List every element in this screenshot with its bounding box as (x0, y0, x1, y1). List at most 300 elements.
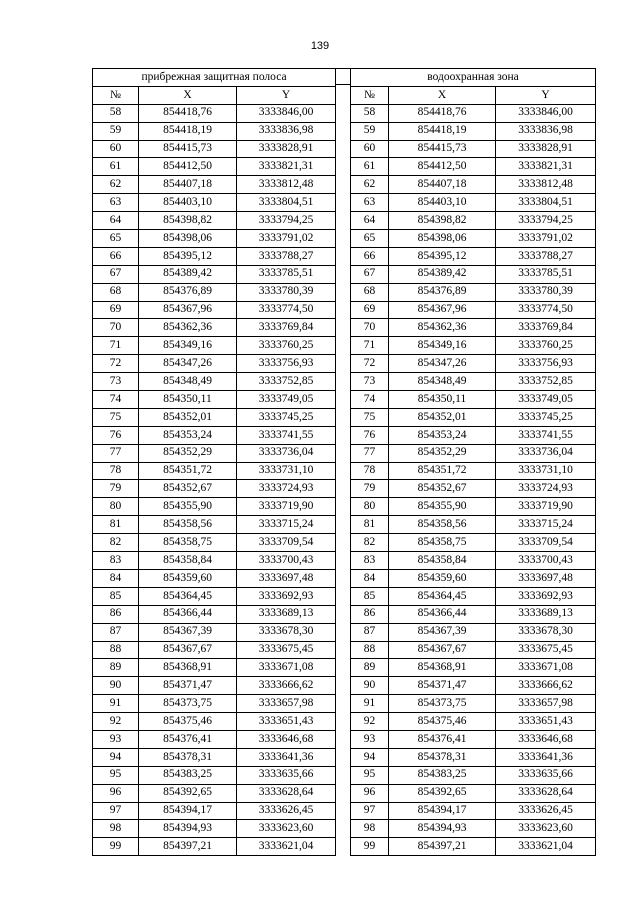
cell-number: 81 (93, 516, 139, 534)
table-title: водоохранная зона (351, 69, 596, 87)
cell-y: 3333756,93 (237, 355, 336, 373)
cell-number: 62 (351, 176, 389, 194)
table-row (351, 641, 596, 659)
cell-x: 854350,11 (139, 391, 237, 409)
table-row (351, 587, 596, 605)
cell-y: 3333715,24 (496, 516, 596, 534)
cell-number: 75 (93, 408, 139, 426)
cell-number: 73 (351, 373, 389, 391)
cell-y: 3333780,39 (496, 283, 596, 301)
cell-y: 3333804,51 (237, 194, 336, 212)
cell-number: 76 (93, 426, 139, 444)
cell-y: 3333794,25 (237, 212, 336, 230)
table-row (93, 265, 336, 283)
cell-x: 854351,72 (389, 462, 496, 480)
table-row (93, 444, 336, 462)
table-row (93, 480, 336, 498)
table-row (93, 498, 336, 516)
cell-number: 96 (93, 784, 139, 802)
table-row (93, 659, 336, 677)
table-row (93, 194, 336, 212)
table-title-row (93, 69, 336, 87)
table-row (351, 158, 596, 176)
cell-x: 854349,16 (389, 337, 496, 355)
cell-number: 69 (93, 301, 139, 319)
cell-x: 854347,26 (139, 355, 237, 373)
cell-x: 854376,89 (389, 283, 496, 301)
table-row (93, 391, 336, 409)
cell-x: 854367,96 (389, 301, 496, 319)
cell-y: 3333719,90 (237, 498, 336, 516)
table-row (351, 730, 596, 748)
cell-number: 68 (93, 283, 139, 301)
cell-x: 854350,11 (389, 391, 496, 409)
cell-y: 3333700,43 (496, 552, 596, 570)
cell-number: 71 (93, 337, 139, 355)
cell-y: 3333621,04 (496, 838, 596, 856)
cell-x: 854364,45 (389, 587, 496, 605)
table-row (93, 301, 336, 319)
cell-y: 3333646,68 (496, 730, 596, 748)
cell-number: 60 (93, 140, 139, 158)
cell-x: 854412,50 (389, 158, 496, 176)
cell-number: 60 (351, 140, 389, 158)
cell-number: 90 (93, 677, 139, 695)
cell-y: 3333689,13 (237, 605, 336, 623)
cell-x: 854371,47 (139, 677, 237, 695)
cell-x: 854352,67 (389, 480, 496, 498)
cell-x: 854358,84 (389, 552, 496, 570)
cell-y: 3333741,55 (496, 426, 596, 444)
column-header-number: № (93, 86, 139, 104)
cell-x: 854375,46 (389, 713, 496, 731)
cell-x: 854362,36 (389, 319, 496, 337)
cell-number: 74 (351, 391, 389, 409)
table-row (351, 552, 596, 570)
cell-y: 3333689,13 (496, 605, 596, 623)
cell-number: 79 (351, 480, 389, 498)
cell-x: 854348,49 (139, 373, 237, 391)
cell-x: 854352,29 (139, 444, 237, 462)
cell-x: 854392,65 (389, 784, 496, 802)
cell-number: 70 (93, 319, 139, 337)
cell-number: 92 (351, 713, 389, 731)
cell-x: 854348,49 (389, 373, 496, 391)
cell-y: 3333641,36 (237, 748, 336, 766)
column-header-y: Y (496, 86, 596, 104)
cell-y: 3333785,51 (237, 265, 336, 283)
cell-x: 854359,60 (139, 569, 237, 587)
cell-number: 70 (351, 319, 389, 337)
cell-y: 3333697,48 (496, 569, 596, 587)
table-row (93, 247, 336, 265)
cell-x: 854352,01 (139, 408, 237, 426)
cell-y: 3333828,91 (237, 140, 336, 158)
cell-x: 854395,12 (139, 247, 237, 265)
cell-number: 80 (93, 498, 139, 516)
cell-y: 3333697,48 (237, 569, 336, 587)
cell-x: 854398,06 (139, 230, 237, 248)
cell-number: 77 (93, 444, 139, 462)
table-row (93, 373, 336, 391)
cell-number: 89 (351, 659, 389, 677)
cell-y: 3333791,02 (237, 230, 336, 248)
cell-y: 3333749,05 (496, 391, 596, 409)
cell-x: 854376,89 (139, 283, 237, 301)
page-number: 139 (310, 40, 330, 52)
cell-y: 3333760,25 (237, 337, 336, 355)
table-row (93, 552, 336, 570)
cell-number: 65 (351, 230, 389, 248)
table-row (93, 122, 336, 140)
cell-y: 3333736,04 (237, 444, 336, 462)
cell-x: 854367,39 (389, 623, 496, 641)
cell-number: 62 (93, 176, 139, 194)
cell-number: 71 (351, 337, 389, 355)
cell-x: 854418,76 (139, 104, 237, 122)
cell-number: 91 (93, 695, 139, 713)
table-row (93, 283, 336, 301)
cell-y: 3333678,30 (237, 623, 336, 641)
cell-x: 854407,18 (139, 176, 237, 194)
table-row (93, 766, 336, 784)
table-row (93, 176, 336, 194)
cell-x: 854412,50 (139, 158, 237, 176)
table-row (351, 605, 596, 623)
table-row (351, 677, 596, 695)
cell-number: 69 (351, 301, 389, 319)
cell-y: 3333741,55 (237, 426, 336, 444)
cell-x: 854367,67 (139, 641, 237, 659)
cell-x: 854394,17 (139, 802, 237, 820)
cell-y: 3333626,45 (237, 802, 336, 820)
cell-x: 854375,46 (139, 713, 237, 731)
cell-x: 854395,12 (389, 247, 496, 265)
cell-y: 3333657,98 (237, 695, 336, 713)
table-row (93, 569, 336, 587)
cell-y: 3333745,25 (496, 408, 596, 426)
cell-y: 3333641,36 (496, 748, 596, 766)
cell-x: 854355,90 (139, 498, 237, 516)
cell-x: 854358,56 (389, 516, 496, 534)
table-row (351, 230, 596, 248)
cell-number: 75 (351, 408, 389, 426)
coastal-protection-strip-table (92, 68, 336, 856)
cell-x: 854378,31 (389, 748, 496, 766)
cell-number: 81 (351, 516, 389, 534)
table-row (93, 784, 336, 802)
table-row (351, 140, 596, 158)
cell-x: 854352,67 (139, 480, 237, 498)
cell-x: 854376,41 (139, 730, 237, 748)
cell-x: 854358,84 (139, 552, 237, 570)
column-header-x: X (139, 86, 237, 104)
cell-number: 80 (351, 498, 389, 516)
cell-number: 64 (351, 212, 389, 230)
cell-number: 68 (351, 283, 389, 301)
cell-number: 64 (93, 212, 139, 230)
cell-number: 93 (93, 730, 139, 748)
table-row (351, 444, 596, 462)
cell-y: 3333731,10 (496, 462, 596, 480)
cell-y: 3333731,10 (237, 462, 336, 480)
cell-number: 88 (93, 641, 139, 659)
cell-number: 88 (351, 641, 389, 659)
table-row (351, 391, 596, 409)
cell-number: 84 (351, 569, 389, 587)
table-title-row (351, 69, 596, 87)
cell-y: 3333774,50 (496, 301, 596, 319)
table-row (351, 373, 596, 391)
cell-y: 3333635,66 (496, 766, 596, 784)
table-row (351, 301, 596, 319)
table-row (93, 677, 336, 695)
column-header-y: Y (237, 86, 336, 104)
cell-number: 76 (351, 426, 389, 444)
table-row (351, 462, 596, 480)
cell-y: 3333804,51 (496, 194, 596, 212)
table-header-row (93, 86, 336, 104)
cell-x: 854394,93 (389, 820, 496, 838)
table-row (351, 623, 596, 641)
cell-x: 854352,29 (389, 444, 496, 462)
table-row (351, 355, 596, 373)
table-row (93, 605, 336, 623)
table-row (351, 748, 596, 766)
cell-y: 3333812,48 (496, 176, 596, 194)
cell-x: 854394,93 (139, 820, 237, 838)
cell-number: 73 (93, 373, 139, 391)
cell-x: 854389,42 (139, 265, 237, 283)
cell-x: 854378,31 (139, 748, 237, 766)
table-row (351, 766, 596, 784)
cell-x: 854373,75 (139, 695, 237, 713)
cell-x: 854418,76 (389, 104, 496, 122)
table-row (93, 516, 336, 534)
cell-x: 854353,24 (389, 426, 496, 444)
cell-x: 854398,82 (139, 212, 237, 230)
cell-number: 87 (93, 623, 139, 641)
table-row (93, 337, 336, 355)
table-row (93, 695, 336, 713)
table-row (351, 283, 596, 301)
table-row (351, 212, 596, 230)
cell-y: 3333626,45 (496, 802, 596, 820)
cell-x: 854358,75 (389, 534, 496, 552)
cell-y: 3333752,85 (496, 373, 596, 391)
table-row (351, 426, 596, 444)
cell-y: 3333846,00 (496, 104, 596, 122)
cell-x: 854398,06 (389, 230, 496, 248)
cell-number: 59 (93, 122, 139, 140)
table-row (93, 802, 336, 820)
table-row (351, 122, 596, 140)
table-row (93, 534, 336, 552)
cell-y: 3333780,39 (237, 283, 336, 301)
column-header-number: № (351, 86, 389, 104)
cell-y: 3333678,30 (496, 623, 596, 641)
cell-y: 3333828,91 (496, 140, 596, 158)
cell-x: 854351,72 (139, 462, 237, 480)
cell-y: 3333821,31 (237, 158, 336, 176)
column-header-x: X (389, 86, 496, 104)
cell-y: 3333621,04 (237, 838, 336, 856)
table-row (93, 623, 336, 641)
cell-number: 85 (93, 587, 139, 605)
cell-y: 3333671,08 (237, 659, 336, 677)
cell-y: 3333794,25 (496, 212, 596, 230)
cell-number: 86 (351, 605, 389, 623)
cell-x: 854368,91 (139, 659, 237, 677)
cell-y: 3333692,93 (496, 587, 596, 605)
cell-number: 72 (351, 355, 389, 373)
cell-y: 3333788,27 (237, 247, 336, 265)
cell-number: 94 (351, 748, 389, 766)
cell-x: 854367,39 (139, 623, 237, 641)
cell-y: 3333657,98 (496, 695, 596, 713)
cell-y: 3333846,00 (237, 104, 336, 122)
cell-number: 96 (351, 784, 389, 802)
cell-x: 854397,21 (389, 838, 496, 856)
cell-x: 854397,21 (139, 838, 237, 856)
cell-x: 854403,10 (139, 194, 237, 212)
table-row (351, 659, 596, 677)
table-row (351, 802, 596, 820)
cell-number: 98 (351, 820, 389, 838)
table-row (93, 426, 336, 444)
cell-x: 854376,41 (389, 730, 496, 748)
cell-x: 854398,82 (389, 212, 496, 230)
cell-x: 854366,44 (139, 605, 237, 623)
table-row (93, 730, 336, 748)
cell-x: 854394,17 (389, 802, 496, 820)
cell-y: 3333756,93 (496, 355, 596, 373)
cell-x: 854355,90 (389, 498, 496, 516)
cell-number: 99 (93, 838, 139, 856)
cell-number: 94 (93, 748, 139, 766)
cell-y: 3333836,98 (237, 122, 336, 140)
table-row (93, 104, 336, 122)
table-row (351, 247, 596, 265)
cell-number: 95 (351, 766, 389, 784)
cell-y: 3333749,05 (237, 391, 336, 409)
table-row (93, 212, 336, 230)
cell-number: 98 (93, 820, 139, 838)
cell-y: 3333675,45 (496, 641, 596, 659)
cell-x: 854359,60 (389, 569, 496, 587)
cell-y: 3333745,25 (237, 408, 336, 426)
cell-number: 91 (351, 695, 389, 713)
table-row (351, 265, 596, 283)
table-row (93, 230, 336, 248)
cell-y: 3333628,64 (237, 784, 336, 802)
table-row (351, 784, 596, 802)
cell-x: 854367,67 (389, 641, 496, 659)
cell-x: 854418,19 (139, 122, 237, 140)
table-row (351, 820, 596, 838)
cell-number: 87 (351, 623, 389, 641)
table-row (351, 569, 596, 587)
table-title: прибрежная защитная полоса (93, 69, 336, 87)
cell-number: 65 (93, 230, 139, 248)
cell-x: 854415,73 (389, 140, 496, 158)
cell-y: 3333769,84 (237, 319, 336, 337)
table-row (93, 462, 336, 480)
table-row (93, 748, 336, 766)
cell-number: 59 (351, 122, 389, 140)
cell-number: 58 (351, 104, 389, 122)
cell-number: 84 (93, 569, 139, 587)
cell-y: 3333785,51 (496, 265, 596, 283)
cell-x: 854349,16 (139, 337, 237, 355)
cell-x: 854353,24 (139, 426, 237, 444)
table-row (351, 838, 596, 856)
cell-y: 3333651,43 (237, 713, 336, 731)
cell-y: 3333752,85 (237, 373, 336, 391)
cell-x: 854415,73 (139, 140, 237, 158)
cell-y: 3333724,93 (237, 480, 336, 498)
cell-number: 99 (351, 838, 389, 856)
cell-number: 72 (93, 355, 139, 373)
cell-x: 854392,65 (139, 784, 237, 802)
table-row (93, 355, 336, 373)
cell-x: 854366,44 (389, 605, 496, 623)
table-row (351, 176, 596, 194)
cell-number: 66 (351, 247, 389, 265)
cell-number: 79 (93, 480, 139, 498)
table-gap (335, 68, 350, 85)
table-row (351, 480, 596, 498)
cell-number: 78 (351, 462, 389, 480)
cell-y: 3333623,60 (237, 820, 336, 838)
cell-x: 854364,45 (139, 587, 237, 605)
cell-x: 854352,01 (389, 408, 496, 426)
cell-number: 77 (351, 444, 389, 462)
table-row (351, 319, 596, 337)
cell-x: 854383,25 (139, 766, 237, 784)
cell-x: 854373,75 (389, 695, 496, 713)
cell-y: 3333700,43 (237, 552, 336, 570)
cell-x: 854367,96 (139, 301, 237, 319)
cell-y: 3333836,98 (496, 122, 596, 140)
cell-x: 854358,56 (139, 516, 237, 534)
table-row (351, 713, 596, 731)
water-protection-zone-table (350, 68, 596, 856)
table-row (351, 695, 596, 713)
cell-y: 3333628,64 (496, 784, 596, 802)
cell-number: 89 (93, 659, 139, 677)
cell-y: 3333623,60 (496, 820, 596, 838)
cell-number: 92 (93, 713, 139, 731)
table-row (351, 194, 596, 212)
cell-x: 854362,36 (139, 319, 237, 337)
cell-x: 854418,19 (389, 122, 496, 140)
cell-number: 61 (351, 158, 389, 176)
cell-y: 3333675,45 (237, 641, 336, 659)
cell-x: 854407,18 (389, 176, 496, 194)
table-row (351, 498, 596, 516)
cell-number: 61 (93, 158, 139, 176)
table-row (93, 587, 336, 605)
cell-number: 85 (351, 587, 389, 605)
cell-x: 854403,10 (389, 194, 496, 212)
cell-x: 854358,75 (139, 534, 237, 552)
cell-number: 66 (93, 247, 139, 265)
cell-y: 3333791,02 (496, 230, 596, 248)
table-row (93, 838, 336, 856)
table-row (93, 158, 336, 176)
cell-y: 3333812,48 (237, 176, 336, 194)
